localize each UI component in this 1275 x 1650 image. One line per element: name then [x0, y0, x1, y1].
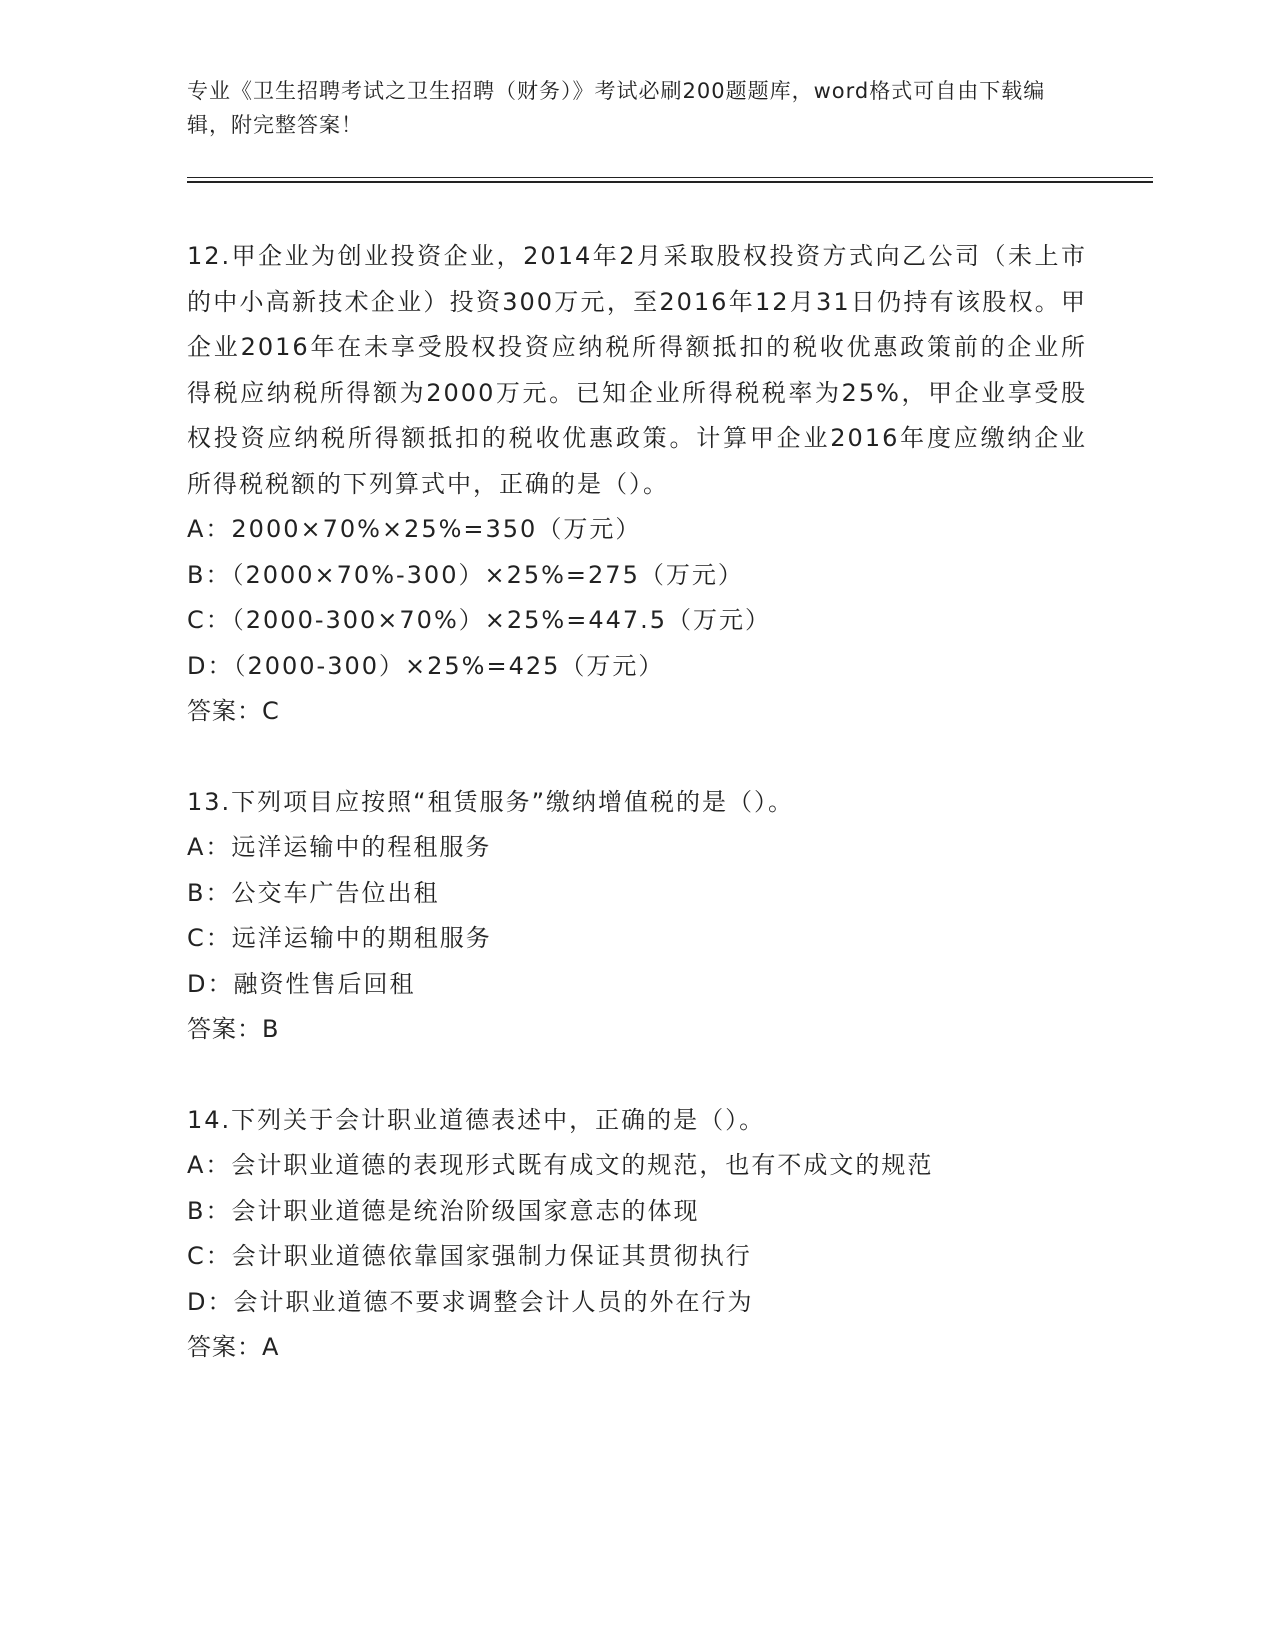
document-header: 专业《卫生招聘考试之卫生招聘（财务）》考试必刷200题题库，word格式可自由下载编辑，附完整答案！: [187, 79, 1046, 137]
question-14: [187, 1098, 1087, 1371]
answer: 答案：B: [187, 1015, 280, 1043]
option-a: A：会计职业道德的表现形式既有成文的规范，也有不成文的规范: [187, 1151, 934, 1179]
option-a: A：2000×70%×25%=350（万元）: [187, 515, 642, 543]
answer: 答案：A: [187, 1333, 280, 1361]
question-stem: 14.下列关于会计职业道德表述中，正确的是（）。: [187, 1105, 766, 1134]
question-12: [187, 234, 1087, 735]
option-a: A：远洋运输中的程租服务: [187, 833, 492, 861]
header-divider-thin: [187, 177, 1153, 178]
option-c: C：会计职业道德依靠国家强制力保证其贯彻执行: [187, 1242, 752, 1270]
option-b: B：会计职业道德是统治阶级国家意志的体现: [187, 1196, 700, 1225]
option-d: D：（2000-300）×25%=425（万元）: [187, 651, 665, 680]
question-list: [187, 234, 1087, 1416]
option-d: D：会计职业道德不要求调整会计人员的外在行为: [187, 1287, 754, 1316]
answer: 答案：C: [187, 697, 280, 725]
question-13: [187, 780, 1087, 1053]
option-b: B：公交车广告位出租: [187, 878, 440, 907]
header-divider-thick: [187, 181, 1153, 183]
option-b: B：（2000×70%-300）×25%=275（万元）: [187, 560, 744, 589]
option-c: C：（2000-300×70%）×25%=447.5（万元）: [187, 606, 772, 634]
question-stem: 12.甲企业为创业投资企业，2014年2月采取股权投资方式向乙公司（未上市的中小高新技术企业）投资300万元，至2016年12月31日仍持有该股权。甲企业2016年在未享受股权投资应纳税所得额抵扣的税收优惠政策前的企业所得税应纳税所得额为2000万元。已知企业所得税税率为25%，甲企业享受股权投资应纳税所得额抵扣的税收优惠政策。计算甲企业2016年度应缴纳企业所得税税额的下列算式中，正确的是（）。: [187, 242, 1087, 498]
option-d: D：融资性售后回租: [187, 969, 416, 998]
option-c: C：远洋运输中的期租服务: [187, 924, 492, 952]
question-stem: 13.下列项目应按照“租赁服务”缴纳增值税的是（）。: [187, 787, 795, 816]
